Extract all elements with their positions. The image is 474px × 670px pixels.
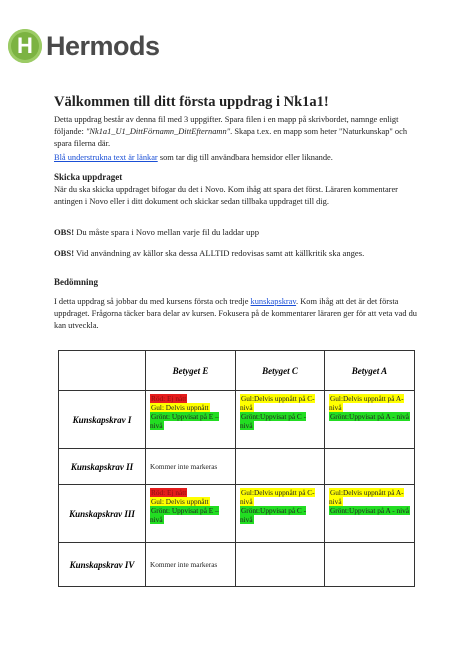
grade-e-cell (146, 391, 236, 449)
level-yellow: Gul:Delvis uppnått på C-nivå (240, 488, 315, 506)
level-green: Grönt:Uppvisat på C - nivå (240, 506, 307, 524)
header-grade-a: Betyget A (325, 351, 415, 391)
submit-text: När du ska skicka uppdraget bifogar du det i Novo. Kom ihåg att spara det först. Läraren kommentarer antingen i Novo eller i ditt dokument och skickar sedan tillbaka uppdraget till dig. (54, 185, 398, 207)
obs-2-text: Vid användning av källor ska dessa ALLTID redovisas samt att källkritik ska anges. (74, 248, 365, 258)
obs-1-text: Du måste spara i Novo mellan varje fil du laddar upp (74, 227, 260, 237)
obs-2 (54, 248, 364, 258)
assessment-text-1: I detta uppdrag så jobbar du med kursens första och tredje (54, 297, 251, 306)
level-green: Grönt:Uppvisat på A - nivå (330, 506, 410, 515)
link-note-link[interactable]: Blå understrukna text är länkar (54, 153, 158, 162)
level-yellow: Gul: Delvis uppnått (151, 497, 209, 506)
intro-filename: "Nk1a1_U1_DittFörnamn_DittEfternamn" (85, 127, 231, 137)
empty-cell (325, 449, 415, 485)
table-row (59, 391, 415, 449)
logo-name: Hermods (46, 30, 160, 61)
header-grade-c: Betyget C (236, 351, 325, 391)
assessment-heading: Bedömning (54, 277, 99, 287)
grade-e-cell (146, 485, 236, 543)
table-row (59, 449, 415, 485)
table-corner (59, 351, 146, 391)
assessment-text-2: . Kom ihåg att det är det första uppdraget. Frågorna täcker bara delar av kursen. Fokusera på de kommentarer läraren ger för att veta vad du kan utveckla. (54, 297, 417, 331)
grade-c-cell (236, 485, 325, 543)
hermods-logo (8, 26, 160, 66)
level-green: Grönt: Uppvisat på E – nivå (150, 412, 219, 430)
row-label: Kunskapskrav II (59, 449, 146, 485)
row-label: Kunskapskrav III (59, 485, 146, 543)
level-green: Grönt:Uppvisat på C - nivå (240, 412, 307, 430)
row-label: Kunskapskrav I (59, 391, 146, 449)
grade-c-cell (236, 391, 325, 449)
submit-heading: Skicka uppdraget (54, 172, 123, 182)
empty-cell (236, 449, 325, 485)
level-green: Grönt: Uppvisat på E – nivå (150, 506, 219, 524)
page-title: Välkommen till ditt första uppdrag i Nk1a1! (54, 94, 329, 110)
obs-1-label: OBS! (54, 227, 75, 237)
table-row (59, 485, 415, 543)
intro-paragraph (54, 114, 426, 150)
not-marked-note: Kommer inte markeras (146, 449, 236, 485)
table-row (59, 543, 415, 587)
header-grade-e: Betyget E (146, 351, 236, 391)
kunskapskrav-link[interactable]: kunskapskrav (250, 297, 297, 306)
level-yellow: Gul:Delvis uppnått på A-nivå (329, 394, 404, 412)
table-header-row (59, 351, 415, 391)
level-yellow: Gul: Delvis uppnått (151, 403, 209, 412)
intro-text-1: Detta uppdrag består av denna fil med 3 uppgifter. Spara filen i en mapp på skrivbordet, namnge enligt följande: (54, 115, 399, 137)
grade-a-cell (325, 391, 415, 449)
logo-mark-icon: H (8, 29, 42, 63)
level-red: Röd: Ej nått (151, 394, 187, 403)
level-green: Grönt:Uppvisat på A - nivå (330, 412, 410, 421)
empty-cell (236, 543, 325, 587)
empty-cell (325, 543, 415, 587)
assessment-text (54, 296, 426, 332)
link-note-text: som tar dig till användbara hemsidor eller liknande. (157, 153, 333, 162)
intro-text-2: . Skapa t.ex. en mapp som heter "Naturkunskap" och spara filerna där. (54, 127, 408, 149)
obs-1 (54, 227, 259, 237)
grade-a-cell (325, 485, 415, 543)
level-yellow: Gul:Delvis uppnått på A-nivå (329, 488, 404, 506)
obs-2-label: OBS! (54, 248, 75, 258)
level-yellow: Gul:Delvis uppnått på C-nivå (240, 394, 315, 412)
link-note-paragraph (54, 152, 426, 164)
grading-table (58, 350, 415, 587)
level-red: Röd: Ej nått (151, 488, 187, 497)
not-marked-note: Kommer inte markeras (146, 543, 236, 587)
row-label: Kunskapskrav IV (59, 543, 146, 587)
